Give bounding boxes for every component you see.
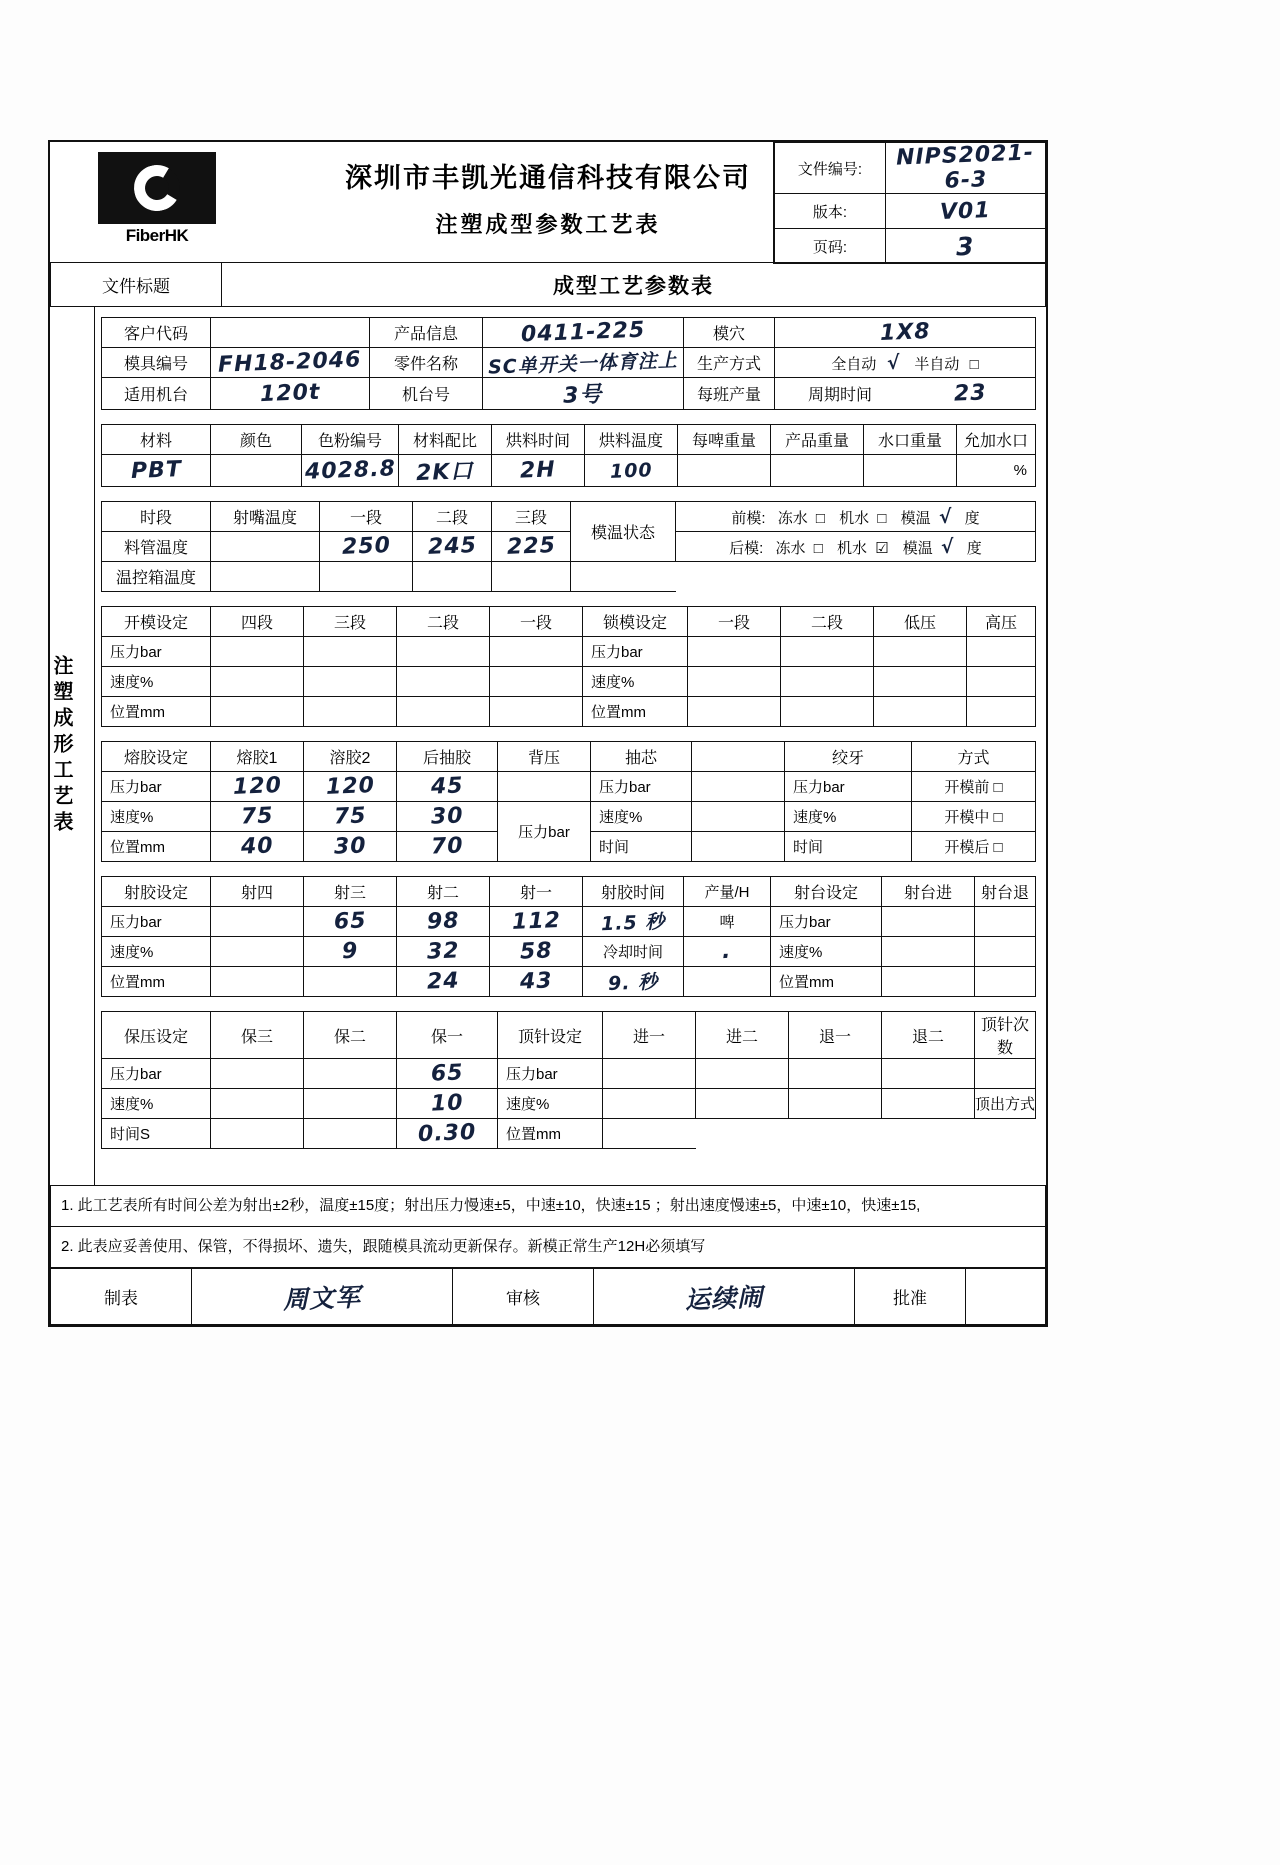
holding-table — [101, 1011, 1036, 1149]
melt-v01: 120 — [325, 773, 375, 800]
thread-label: 绞牙 — [785, 742, 912, 772]
core-row-2: 时间 — [591, 832, 692, 862]
cavity-label: 模穴 — [684, 318, 775, 348]
mold-temp-state-label: 模温状态 — [571, 502, 676, 562]
hold-row-0: 压力bar — [102, 1059, 211, 1089]
lock-label: 锁模设定 — [583, 607, 688, 637]
sheet-content — [95, 307, 1047, 1185]
open-col-3: 一段 — [490, 607, 583, 637]
table-row-0: 压力bar — [771, 907, 882, 937]
table-out-label: 射台退 — [975, 877, 1036, 907]
lock-col-3: 高压 — [967, 607, 1036, 637]
doc-no-label: 文件编号: — [775, 143, 886, 194]
lock-row-0: 压力bar — [583, 637, 688, 667]
openclose-table — [101, 606, 1036, 727]
lock-row-2: 位置mm — [583, 697, 688, 727]
front-mold-row — [676, 502, 1036, 532]
auto-mark: √ — [886, 351, 901, 374]
barrel-row-label-0: 时段 — [102, 502, 211, 532]
thread-row-2: 时间 — [785, 832, 912, 862]
hold-col-0: 保三 — [211, 1012, 304, 1059]
melt-v00: 120 — [232, 773, 282, 800]
material-header-2: 色粉编号 — [302, 425, 399, 455]
inj-time-label: 射胶时间 — [583, 877, 684, 907]
melt-row-2: 位置mm — [102, 832, 211, 862]
mode-label: 方式 — [912, 742, 1036, 772]
melt-v02: 45 — [430, 773, 464, 800]
ejector-col-2: 退一 — [789, 1012, 882, 1059]
material-value-2: 4028.8 — [304, 456, 396, 485]
note-1: 1. 此工艺表所有时间公差为射出±2秒，温度±15度；射出压力慢速±5，中速±10，快速±15 ；射出速度慢速±5，中速±10，快速±15, — [51, 1186, 1046, 1227]
ejector-row-1: 速度% — [498, 1089, 603, 1119]
open-col-0: 四段 — [211, 607, 304, 637]
rear-mold-temp-label: 模温 — [902, 539, 933, 557]
inj-v01: 65 — [333, 908, 367, 935]
ejector-col-3: 退二 — [882, 1012, 975, 1059]
melt-row-1: 速度% — [102, 802, 211, 832]
table-row-1: 速度% — [771, 937, 882, 967]
form-name: 注塑成型参数工艺表 — [435, 212, 661, 237]
machine-value: 120t — [259, 379, 321, 408]
inj-output-label: 产量/H — [684, 877, 771, 907]
open-row-2: 位置mm — [102, 697, 211, 727]
side-label: 注塑成形工艺表 — [50, 655, 72, 837]
open-row-1: 速度% — [102, 667, 211, 697]
barrel-col-1: 一段 — [320, 502, 413, 532]
rear-mold-label: 后模: — [729, 539, 764, 557]
signoff-table — [50, 1268, 1046, 1325]
hold-col-2: 保一 — [397, 1012, 498, 1059]
lock-col-0: 一段 — [688, 607, 781, 637]
rear-machine-water-label: 机水 — [836, 539, 867, 557]
inj-row-0: 压力bar — [102, 907, 211, 937]
core-label: 抽芯 — [591, 742, 692, 772]
prepared-label: 制表 — [51, 1269, 192, 1325]
front-degree-label: 度 — [964, 509, 980, 527]
front-chill-label: 冻水 — [777, 509, 808, 527]
mold-no-value: FH18-2046 — [217, 347, 363, 378]
part-name-value: SC单开关一体育注上 — [487, 349, 679, 379]
version-label: 版本: — [775, 194, 886, 229]
ejector-label: 顶针设定 — [498, 1012, 603, 1059]
melt-v21: 30 — [333, 833, 367, 860]
backpressure-label: 压力bar — [498, 802, 591, 862]
hold-col-1: 保二 — [304, 1012, 397, 1059]
page-value: 3 — [955, 231, 976, 261]
note-2: 2. 此表应妥善使用、保管，不得损坏、遗失，跟随模具流动更新保存。新模正常生产12H必须填写 — [51, 1227, 1046, 1268]
mode-row-0[interactable]: 开模前 □ — [912, 772, 1036, 802]
front-mold-label: 前模: — [731, 509, 766, 527]
rear-machine-water-checkbox[interactable]: ☑ — [875, 539, 889, 557]
material-table — [101, 424, 1036, 487]
product-info-label: 产品信息 — [370, 318, 483, 348]
hold-row-2: 时间S — [102, 1119, 211, 1149]
rear-mold-temp-mark[interactable]: √ — [940, 535, 956, 558]
injection-table — [101, 876, 1036, 997]
lock-col-2: 低压 — [874, 607, 967, 637]
lock-row-1: 速度% — [583, 667, 688, 697]
logo-text: FiberHK — [125, 226, 189, 245]
core-row-1: 速度% — [591, 802, 692, 832]
customer-code-label: 客户代码 — [102, 318, 211, 348]
barrel-col-0: 射嘴温度 — [211, 502, 320, 532]
semi-auto-label: 半自动 — [914, 355, 960, 373]
part-name-label: 零件名称 — [370, 348, 483, 378]
machine-label: 适用机台 — [102, 378, 211, 410]
melt-label: 熔胶设定 — [102, 742, 211, 772]
table-row-2: 位置mm — [771, 967, 882, 997]
inj-time-value: 1.5 秒 — [600, 910, 666, 936]
material-percent: % — [957, 455, 1036, 487]
material-header-4: 烘料时间 — [492, 425, 585, 455]
melt-row-0: 压力bar — [102, 772, 211, 802]
document-meta — [773, 142, 1046, 264]
barrel-row-label-1: 料管温度 — [102, 532, 211, 562]
inj-v02: 98 — [426, 908, 460, 935]
review-value: 运续闹 — [684, 1282, 764, 1314]
company-name: 深圳市丰凯光通信科技有限公司 — [345, 163, 751, 193]
version-value: V01 — [939, 197, 992, 225]
rear-chill-checkbox[interactable]: □ — [813, 539, 823, 557]
melt-v22: 70 — [430, 833, 464, 860]
melt-col-1: 溶胶2 — [304, 742, 397, 772]
inj-col-2: 射二 — [397, 877, 490, 907]
lock-col-1: 二段 — [781, 607, 874, 637]
material-header-6: 每啤重量 — [678, 425, 771, 455]
review-label: 审核 — [453, 1269, 594, 1325]
open-col-2: 二段 — [397, 607, 490, 637]
inj-v22: 24 — [426, 968, 460, 995]
ejector-row-2: 位置mm — [498, 1119, 603, 1149]
auto-label: 全自动 — [831, 355, 877, 373]
semi-auto-checkbox[interactable]: □ — [969, 355, 979, 373]
barrel-col-2: 二段 — [413, 502, 492, 532]
inj-output-value: . — [721, 938, 733, 965]
inj-col-3: 射一 — [490, 877, 583, 907]
front-chill-checkbox[interactable]: □ — [815, 509, 825, 527]
material-header-3: 材料配比 — [399, 425, 492, 455]
open-row-0: 压力bar — [102, 637, 211, 667]
table-setting-label: 射台设定 — [771, 877, 882, 907]
doc-no-value: NIPS2021-6-3 — [895, 140, 1035, 194]
open-col-1: 三段 — [304, 607, 397, 637]
cycle-label: 周期时间 — [807, 387, 872, 404]
side-label-cell — [50, 307, 95, 1185]
material-value-0: PBT — [130, 457, 182, 484]
inj-v12: 32 — [426, 938, 460, 965]
material-header-9: 允加水口 — [957, 425, 1036, 455]
sheet-header — [50, 142, 1046, 262]
hold-v12: 10 — [430, 1090, 464, 1117]
inj-v03: 112 — [511, 908, 561, 935]
core-row-0: 压力bar — [591, 772, 692, 802]
material-header-5: 烘料温度 — [585, 425, 678, 455]
melt-col-0: 熔胶1 — [211, 742, 304, 772]
cavity-value: 1X8 — [879, 319, 931, 346]
inj-col-1: 射三 — [304, 877, 397, 907]
material-value-4: 2H — [519, 457, 557, 484]
inj-v23: 43 — [519, 968, 553, 995]
melt-col-2: 后抽胶 — [397, 742, 498, 772]
melt-v12: 30 — [430, 803, 464, 830]
inj-output-unit: 啤 — [684, 907, 771, 937]
melt-v10: 75 — [240, 803, 274, 830]
rear-chill-label: 冻水 — [775, 539, 806, 557]
mold-no-label: 模具编号 — [102, 348, 211, 378]
cycle-value: 23 — [953, 380, 987, 407]
rear-mold-row — [676, 532, 1036, 562]
inj-row-2: 位置mm — [102, 967, 211, 997]
barrel-col-3: 三段 — [492, 502, 571, 532]
thread-row-1: 速度% — [785, 802, 912, 832]
cooling-value: 9. 秒 — [607, 971, 659, 995]
hold-v02: 65 — [430, 1060, 464, 1087]
inj-v13: 58 — [519, 938, 553, 965]
output-label: 每班产量 — [684, 378, 775, 410]
inj-col-0: 射四 — [211, 877, 304, 907]
melt-table — [101, 741, 1036, 862]
inj-row-1: 速度% — [102, 937, 211, 967]
ejector-col-0: 进一 — [603, 1012, 696, 1059]
production-mode-label: 生产方式 — [684, 348, 775, 378]
melt-col-3: 背压 — [498, 742, 591, 772]
melt-v11: 75 — [333, 803, 367, 830]
injection-label: 射胶设定 — [102, 877, 211, 907]
barrel-row-label-2: 温控箱温度 — [102, 562, 211, 592]
page-label: 页码: — [775, 229, 886, 264]
doc-title-value: 成型工艺参数表 — [222, 263, 1046, 307]
front-machine-water-label: 机水 — [839, 509, 870, 527]
barrel-temp-1: 250 — [341, 533, 391, 560]
title-row-table — [50, 262, 1046, 307]
notes-table — [50, 1185, 1046, 1268]
doc-title-label: 文件标题 — [51, 263, 222, 307]
table-in-label: 射台进 — [882, 877, 975, 907]
info-table — [101, 317, 1036, 410]
ejector-col-4: 顶针次数 — [975, 1012, 1036, 1059]
open-label: 开模设定 — [102, 607, 211, 637]
material-header-7: 产品重量 — [771, 425, 864, 455]
barrel-temp-2: 245 — [427, 533, 477, 560]
front-mold-temp-label: 模温 — [900, 509, 931, 527]
barrel-temperature-table — [101, 501, 1036, 592]
holding-label: 保压设定 — [102, 1012, 211, 1059]
material-header-0: 材料 — [102, 425, 211, 455]
process-parameter-sheet — [48, 140, 1048, 1327]
material-header-1: 颜色 — [211, 425, 302, 455]
cooling-label: 冷却时间 — [583, 937, 684, 967]
melt-v20: 40 — [240, 833, 274, 860]
mode-row-1[interactable]: 开模中 □ — [912, 802, 1036, 832]
barrel-temp-3: 225 — [506, 533, 556, 560]
mode-row-2[interactable]: 开模后 □ — [912, 832, 1036, 862]
material-value-5: 100 — [609, 458, 653, 483]
machine-no-label: 机台号 — [370, 378, 483, 410]
front-machine-water-checkbox[interactable]: □ — [877, 509, 887, 527]
sheet-body — [50, 307, 1046, 1185]
hold-row-1: 速度% — [102, 1089, 211, 1119]
approve-label: 批准 — [855, 1269, 966, 1325]
front-mold-temp-mark[interactable]: √ — [938, 505, 953, 528]
rear-degree-label: 度 — [966, 539, 982, 557]
eject-mode-label: 顶出方式 — [975, 1089, 1036, 1119]
production-mode-options — [775, 348, 1036, 378]
material-value-3: 2K口 — [415, 458, 475, 487]
inj-v11: 9 — [341, 938, 359, 965]
thread-row-0: 压力bar — [785, 772, 912, 802]
hold-v22: 0.30 — [417, 1119, 477, 1148]
machine-no-value: 3号 — [562, 382, 604, 409]
product-info-value: 0411-225 — [520, 317, 646, 348]
ejector-col-1: 进二 — [696, 1012, 789, 1059]
ejector-row-0: 压力bar — [498, 1059, 603, 1089]
material-header-8: 水口重量 — [864, 425, 957, 455]
prepared-value: 周文军 — [282, 1282, 362, 1314]
